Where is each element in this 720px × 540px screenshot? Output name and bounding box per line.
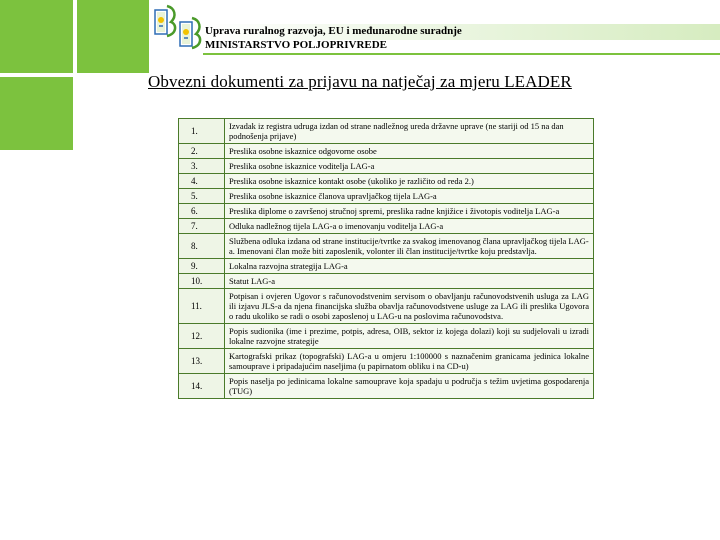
row-number: 14. xyxy=(179,374,225,399)
table-row xyxy=(179,159,594,174)
row-number: 7. xyxy=(179,219,225,234)
table-row xyxy=(179,234,594,259)
table-row xyxy=(179,174,594,189)
document-description: Izvadak iz registra udruga izdan od strane nadležnog ureda državne uprave (ne stariji od 15 na dan podnošenja prijave) xyxy=(225,119,594,144)
documents-table xyxy=(178,118,594,399)
row-number: 4. xyxy=(179,174,225,189)
document-description: Preslika osobne iskaznice kontakt osobe (ukoliko je različito od reda 2.) xyxy=(225,174,594,189)
ministry-logo-icon-secondary xyxy=(178,14,204,50)
table-row xyxy=(179,259,594,274)
table-row xyxy=(179,119,594,144)
row-number: 2. xyxy=(179,144,225,159)
table-row xyxy=(179,219,594,234)
table-row xyxy=(179,274,594,289)
table-row xyxy=(179,349,594,374)
document-description: Preslika osobne iskaznice voditelja LAG-a xyxy=(225,159,594,174)
document-description: Popis sudionika (ime i prezime, potpis, adresa, OIB, sektor iz kojega dolazi) koji su sudjelovali u izradi lokalne razvojne strategije xyxy=(225,324,594,349)
table-row xyxy=(179,189,594,204)
row-number: 9. xyxy=(179,259,225,274)
table-row xyxy=(179,324,594,349)
green-block-top-left xyxy=(0,0,73,73)
row-number: 13. xyxy=(179,349,225,374)
row-number: 12. xyxy=(179,324,225,349)
table-row xyxy=(179,144,594,159)
document-description: Popis naselja po jedinicama lokalne samouprave koja spadaju u područja s težim uvjetima gospodarenja (TUG) xyxy=(225,374,594,399)
row-number: 8. xyxy=(179,234,225,259)
document-description: Odluka nadležnog tijela LAG-a o imenovanju voditelja LAG-a xyxy=(225,219,594,234)
row-number: 6. xyxy=(179,204,225,219)
table-row xyxy=(179,204,594,219)
row-number: 5. xyxy=(179,189,225,204)
page-title: Obvezni dokumenti za prijavu na natječaj za mjeru LEADER xyxy=(148,72,572,91)
row-number: 10. xyxy=(179,274,225,289)
ministry-logo-icon xyxy=(153,2,179,38)
table-row xyxy=(179,289,594,324)
header-department: Uprava ruralnog razvoja, EU i međunarodne suradnje xyxy=(205,25,462,37)
document-description: Statut LAG-a xyxy=(225,274,594,289)
document-description: Potpisan i ovjeren Ugovor s računovodstvenim servisom o obavljanju računovodstvenih usluga za LAG ili izjavu JLS-a da njena financijska služba obavlja računovodstvene usluge za LAG ili preslika Ugovora o radu ukoliko se radi o osobi zaposlenoj u LAG-u na poslovima računovodstva. xyxy=(225,289,594,324)
document-description: Preslika osobne iskaznice članova upravljačkog tijela LAG-a xyxy=(225,189,594,204)
document-description: Lokalna razvojna strategija LAG-a xyxy=(225,259,594,274)
document-description: Preslika osobne iskaznice odgovorne osobe xyxy=(225,144,594,159)
table-row xyxy=(179,374,594,399)
header-ministry: MINISTARSTVO POLJOPRIVREDE xyxy=(205,39,388,51)
row-number: 3. xyxy=(179,159,225,174)
document-description: Službena odluka izdana od strane institucije/tvrtke za svakog imenovanog člana upravljačkog tijela LAG-a. Imenovani član može biti zaposlenik, volonter ili član institucije/tvrtke koju predstavlja. xyxy=(225,234,594,259)
row-number: 1. xyxy=(179,119,225,144)
green-block-bottom-left xyxy=(0,77,73,150)
row-number: 11. xyxy=(179,289,225,324)
header-divider xyxy=(203,53,720,55)
document-description: Kartografski prikaz (topografski) LAG-a u omjeru 1:100000 s naznačenim granicama jedinica lokalne samouprave i pripadajućim naseljima (u papirnatom obliku i na CD-u) xyxy=(225,349,594,374)
document-description: Preslika diplome o završenoj stručnoj spremi, preslika radne knjižice i životopis voditelja LAG-a xyxy=(225,204,594,219)
green-block-top-right xyxy=(77,0,149,73)
